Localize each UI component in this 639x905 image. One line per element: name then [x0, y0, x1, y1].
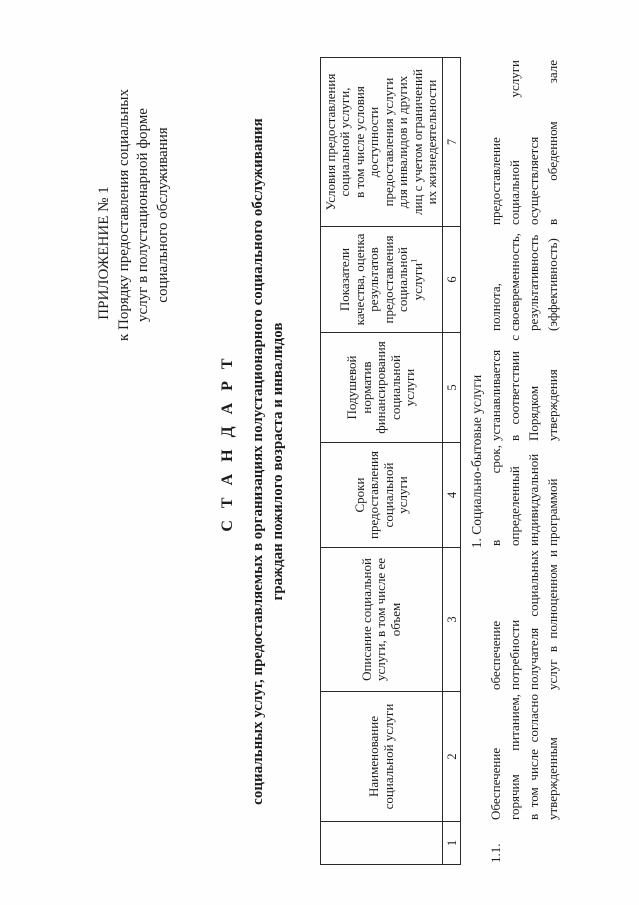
header-service-name — [321, 692, 443, 822]
cell-line: определенный — [507, 466, 522, 546]
header-service-description — [321, 548, 443, 692]
appendix-line: к Порядку предоставления социальных — [115, 89, 132, 341]
column-number: 6 — [443, 227, 461, 333]
footnote-marker: 1 — [408, 258, 419, 263]
header-line: Наименование — [366, 716, 381, 797]
header-line: Сроки — [351, 477, 367, 513]
cell-line: потребности — [507, 619, 522, 690]
table-row — [486, 58, 562, 865]
header-line: Подушевой — [344, 355, 360, 420]
cell-line: своевременность, — [507, 232, 522, 331]
header-service-terms — [321, 443, 443, 548]
header-line: качества, оценка — [351, 233, 367, 326]
appendix-title: ПРИЛОЖЕНИЕ № 1 — [96, 186, 112, 320]
column-number: 3 — [443, 548, 461, 692]
column-number: 1 — [443, 822, 461, 865]
cell-line: Порядком — [526, 385, 541, 441]
cell-line: социальной услуги — [507, 60, 522, 225]
cell-line: утверждения — [545, 369, 560, 441]
header-quality-indicators — [321, 227, 443, 333]
header-line: услуги — [395, 476, 410, 514]
header-line: услуги — [402, 368, 418, 407]
header-line: для инвалидов и других — [395, 75, 410, 209]
cell-financing-norm — [486, 333, 562, 443]
cell-line: в обеденном зале — [545, 60, 560, 225]
header-line: услуги, в том числе ее — [373, 558, 389, 681]
subtitle-line: граждан пожилого возраста и инвалидов — [270, 322, 286, 601]
row-number: 1.1. — [488, 843, 503, 863]
section-title: 1. Социально-бытовые услуги — [469, 374, 484, 549]
cell-service-terms — [486, 443, 562, 548]
header-line: социальной услуги — [380, 703, 396, 810]
cell-line: в срок, — [488, 445, 503, 546]
header-line: Показатели — [337, 247, 352, 312]
header-line: предоставления — [380, 235, 396, 324]
cell-line: Обеспечение — [488, 747, 503, 820]
cell-line: обеспечение — [488, 620, 503, 690]
cell-service-name — [486, 692, 562, 822]
header-line: предоставления услуги — [380, 77, 396, 207]
standard-title: С Т А Н Д А Р Т — [219, 354, 236, 532]
header-line: Условия предоставления — [322, 73, 338, 211]
column-number: 2 — [443, 692, 461, 822]
cell-line: результативность — [526, 234, 541, 331]
appendix-line: социального обслуживания — [154, 127, 171, 303]
cell-line: полнота, — [488, 283, 503, 331]
header-line: социальной — [395, 247, 410, 312]
header-line: социальной — [387, 355, 403, 420]
cell-line: программой — [545, 478, 560, 546]
cell-line: в соответствии с — [507, 335, 522, 441]
cell-service-conditions — [486, 58, 562, 227]
header-line: предоставления — [366, 451, 381, 539]
cell-line: в том числе согласно — [526, 694, 541, 820]
header-line: норматив — [358, 361, 374, 414]
header-service-conditions — [321, 58, 443, 227]
header-line: объем — [387, 602, 403, 637]
header-line — [408, 229, 426, 330]
standard-subtitle — [248, 58, 288, 865]
header-financing-norm — [321, 333, 443, 443]
column-number: 7 — [443, 58, 461, 227]
header-line: в том числе условия — [351, 86, 367, 198]
header-line: результатов — [366, 247, 381, 312]
header-line: их жизнедеятельности — [424, 79, 439, 205]
standard-table — [320, 57, 461, 865]
header-line: социальной услуги, — [337, 87, 352, 197]
subtitle-line: социальных услуг, предоставляемых в организациях полустационарного социального обслуживания — [250, 118, 266, 805]
cell-service-description — [486, 548, 562, 692]
cell-line: индивидуальной — [526, 453, 541, 546]
column-number: 5 — [443, 333, 461, 443]
cell-line: (эффективность) — [545, 238, 560, 331]
header-line: Описание социальной — [358, 558, 374, 681]
cell-line: получателя социальных — [526, 550, 541, 690]
cell-line: горячим питанием, — [507, 694, 522, 820]
appendix-line: услуг в полустационарной форме — [135, 108, 151, 322]
cell-quality-indicators — [486, 227, 562, 333]
table-header-row — [321, 58, 443, 865]
header-line: лиц с учетом ограничений — [409, 69, 425, 215]
column-number-row — [443, 58, 461, 865]
cell-line: осуществляется — [526, 136, 541, 225]
column-number: 4 — [443, 443, 461, 548]
appendix-block — [95, 80, 173, 350]
header-cell-number — [321, 822, 443, 865]
cell-line: устанавливается — [488, 349, 503, 441]
header-line: финансирования — [373, 341, 389, 434]
cell-line: услуг в полноценном и — [545, 550, 560, 690]
header-line-text: услуги — [409, 262, 425, 301]
cell-line: утвержденным — [545, 737, 560, 820]
header-line: доступности — [366, 106, 381, 178]
cell-line: предоставление — [488, 137, 503, 225]
header-line: социальной — [380, 462, 396, 528]
